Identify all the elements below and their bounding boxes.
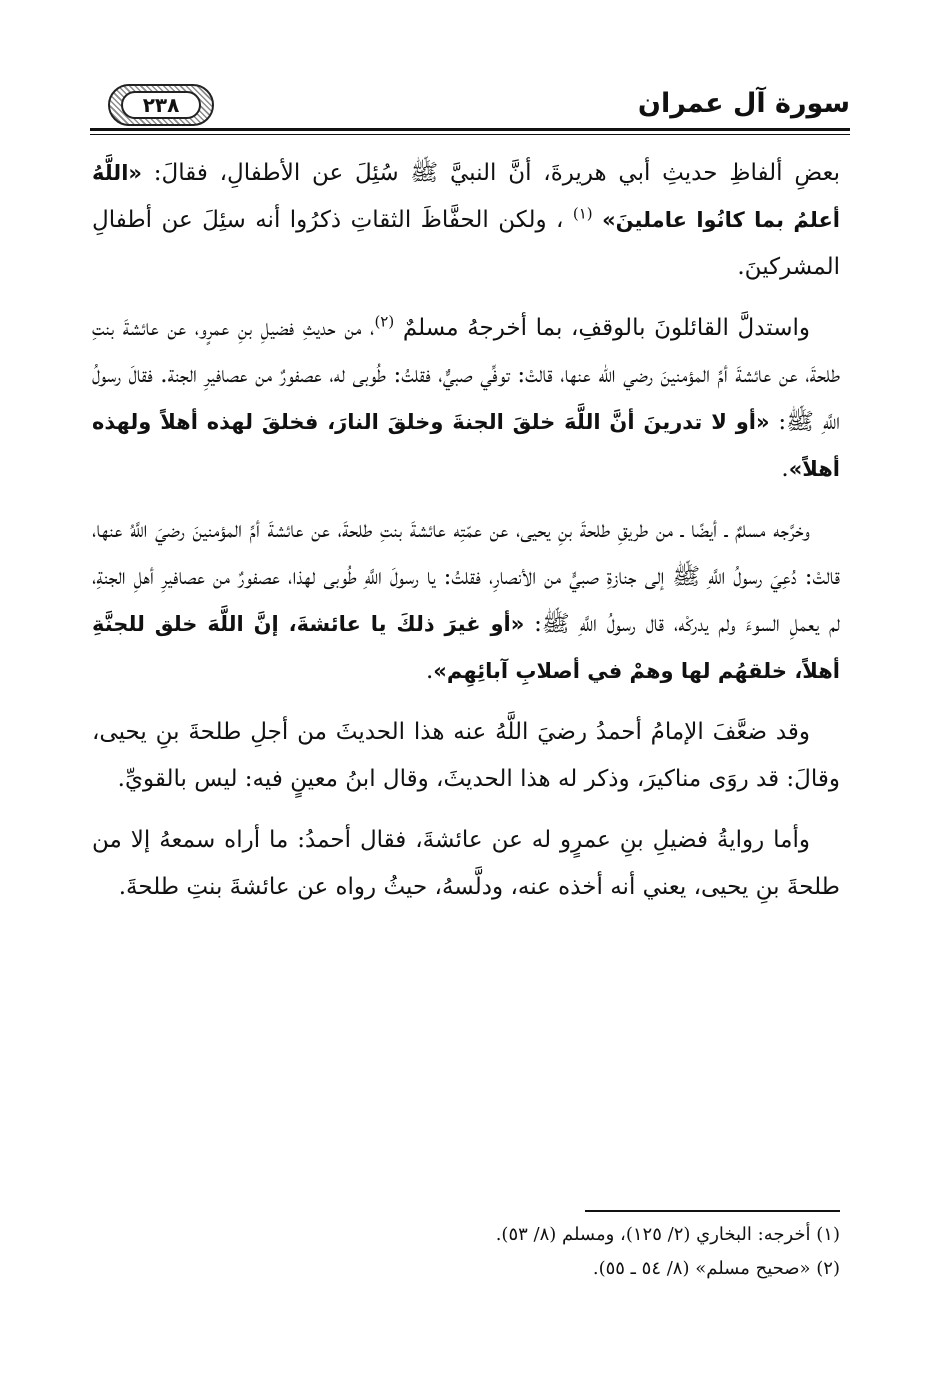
paragraph-text: بعضِ ألفاظِ حديثِ أبي هريرةَ، أنَّ النبيَّ ﷺ سُئِلَ عن الأطفالِ، فقالَ: (141, 160, 840, 186)
paragraph-text: ، من حديثِ فضيلِ بنِ عمرٍو، عن عائشةَ بنتِ طلحةَ، عن عائشةَ أمِّ المؤمنينَ رضي الله عنها، قالتْ: توفِّي صبيٌّ، فقلتُ: طُوبى له، عصفورٌ من عصافيرِ الجنة. فقالَ رسولُ اللَّهِ ﷺ: (92, 315, 841, 435)
footnote-reference[interactable]: (١) (572, 204, 593, 223)
paragraph-text: . (781, 456, 789, 482)
paragraph (92, 305, 840, 493)
page-body (92, 150, 840, 925)
footnote-2: (٢) «صحيح مسلم» (٨/ ٥٤ ـ ٥٥). (592, 1258, 840, 1279)
footnote-1: (١) أخرجه: البخاري (٢/ ١٢٥)، ومسلم (٨/ ٥٣). (495, 1224, 840, 1245)
hadith-quote: «أو لا تدرينَ أنَّ اللَّهَ خلقَ الجنةَ وخلقَ النارَ، فخلقَ لهذه أهلاً ولهذه أهلاً» (92, 410, 840, 481)
footnote-reference[interactable]: (٢) (374, 312, 395, 331)
header-rule-thin (90, 134, 850, 135)
page-header (90, 78, 850, 138)
paragraph (92, 150, 840, 291)
hadith-quote: «اللَّهُ أعلمُ بما كانُوا عاملينَ» (92, 161, 840, 232)
paragraph-text: . (425, 658, 434, 684)
paragraph: وقد ضعَّفَ الإمامُ أحمدُ رضيَ اللَّهُ عنه هذا الحديثَ من أجلِ طلحةَ بنِ يحيى، وقالَ: قد روَى مناكيرَ، وذكر له هذا الحديثَ، وقال ابنُ معينٍ فيه: ليس بالقويِّ. (92, 719, 840, 792)
paragraph-text: واستدلَّ القائلونَ بالوقفِ، بما أخرجهُ مسلمٌ (402, 315, 811, 341)
footnote-separator (585, 1210, 840, 1212)
paragraph: وأما روايةُ فضيلِ بنِ عمرٍو له عن عائشةَ، فقال أحمدُ: ما أراه سمعهُ إلا من طلحةَ بنِ يحيى، يعني أنه أخذه عنه، ودلَّسهُ، حيثُ رواه عن عائشةَ بنتِ طلحةَ. (92, 827, 840, 900)
footnotes (92, 1218, 840, 1286)
header-rule (90, 128, 850, 131)
surah-title: سورة آل عمران (637, 88, 850, 119)
page-number-badge (108, 84, 214, 126)
paragraph-text: وخرَّجه مسلمٌ ـ أيضًا ـ من طريقِ طلحةَ بنِ يحيى، عن عمّتِه عائشةَ بنتِ طلحةَ، عن عائشةَ أمِّ المؤمنينَ رضيَ اللَّهُ عنها، قالتْ: دُعِيَ رسولُ اللَّهِ ﷺ إلى جنازةِ صبيٍّ من الأنصارِ، فقلتُ: يا رسولَ اللَّهِ طُوبى لهذا، عصفورٌ من عصافيرِ أهلِ الجنةِ، لم يعملِ السوءَ ولم يدركْه، قال رسولُ اللَّهِ ﷺ: (92, 517, 840, 637)
page-number: ٢٣٨ (121, 91, 201, 119)
paragraph-text: ، ولكن الحفَّاظَ الثقاتِ ذكرُوا أنه سئِلَ عن أطفالِ المشركينَ. (92, 207, 840, 280)
paragraph (92, 507, 840, 695)
hadith-quote: «أو غيرَ ذلكَ يا عائشةَ، إنَّ اللَّهَ خلق للجنَّةِ أهلاً، خلقهُم لها وهمْ في أصلابِ آبائِهِم» (92, 612, 840, 683)
